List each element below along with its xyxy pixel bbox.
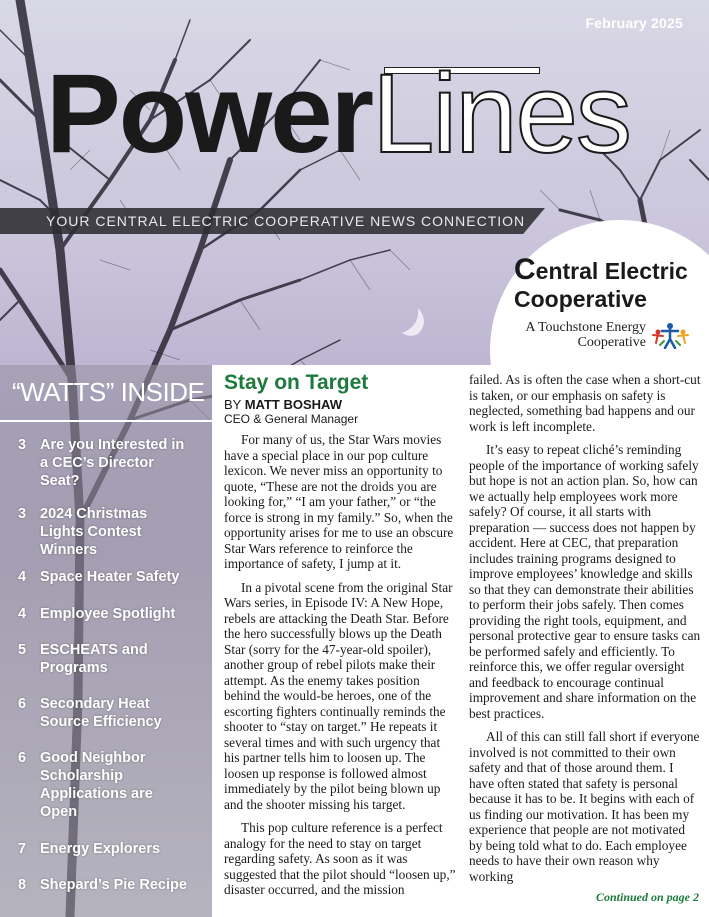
toc-item[interactable] (18, 568, 208, 586)
toc-page-number: 6 (18, 696, 27, 712)
cooperative-logo-name (514, 253, 688, 313)
byline-author: MATT BOSHAW (244, 397, 342, 412)
article-paragraph: In a pivotal scene from the original Star Wars series, in Episode IV: A New Hope, rebels are attacking the Death Star. Before the hero successfully blows up the Death Star (sorry for the 47-year-old spoiler), another group of rebel pilots make their attempt. As the enemy takes position behind the would-be heroes, one of the escorting fighters continually reminds the shooter to “stay on target.” He repeats it several times and with such urgency that his partner tells him to loosen up. The loosen up response is followed almost immediately by the pilot being blown up and the shooter missing his target. (224, 579, 453, 812)
toc-item[interactable] (18, 641, 208, 677)
toc-item[interactable] (18, 876, 208, 894)
logo-name-line2: Cooperative (514, 286, 647, 312)
article-headline: Stay on Target (224, 371, 369, 394)
logo-sub-line1: A Touchstone Energy (525, 320, 646, 335)
toc-title: ESCHEATS and Programs (40, 642, 148, 676)
toc-title: Energy Explorers (40, 841, 161, 857)
toc-item[interactable] (18, 840, 208, 858)
logo-name-line1: entral Electric (535, 258, 688, 284)
article-paragraph: It’s easy to repeat cliché’s reminding people of the importance of working safely but hope is not an action plan. So, how can we actually help employees work more safely? Of course, it all starts with preparation — success does not happen by accident. Here at CEC, that preparation includes training programs designed to improve employees’ knowledge and skills so that they can demonstrate their abilities to perform their jobs safely. Then comes providing the right tools, equipment, and personal protective gear to ensure tasks can be performed safely and efficiently. To reinforce this, we offer regular oversight and feedback to encourage continual improvement and share information on the best practices. (469, 442, 701, 721)
toc-item[interactable] (18, 749, 208, 821)
tagline: YOUR CENTRAL ELECTRIC COOPERATIVE NEWS CONNECTION (46, 213, 526, 229)
article-paragraph: For many of us, the Star Wars movies have a special place in our pop culture lexicon. We never miss an opportunity to quote, “These are not the droids you are looking for,” “I am your father,” or “the force is strong in my family.” So, when the opportunity arises for me to use an obscure Star Wars reference to reinforce the importance of safety, I jump at it. (224, 432, 454, 571)
sidebar-title: “WATTS” INSIDE (12, 377, 205, 407)
toc-item[interactable] (18, 505, 208, 559)
article-column-2 (469, 372, 701, 892)
toc-title: 2024 Christmas Lights Contest Winners (40, 506, 148, 558)
continued-on-link[interactable]: Continued on page 2 (595, 890, 699, 904)
sidebar-divider (0, 420, 212, 422)
toc-title: Secondary Heat Source Efficiency (40, 696, 162, 730)
issue-date: February 2025 (585, 15, 683, 31)
toc-page-number: 4 (18, 569, 27, 585)
toc-item[interactable] (18, 695, 208, 731)
toc-item[interactable] (18, 436, 208, 490)
toc-page-number: 7 (18, 841, 27, 857)
toc-title: Shepard’s Pie Recipe (40, 877, 187, 893)
toc-page-number: 5 (18, 642, 27, 658)
touchstone-people-icon (650, 321, 690, 349)
toc-title: Are you Interested in a CEC’s Director Seat? (40, 437, 185, 489)
toc-page-number: 4 (18, 606, 27, 622)
toc-item[interactable] (18, 605, 208, 623)
toc-page-number: 3 (18, 506, 27, 522)
logo-sub-line2: Cooperative (577, 335, 646, 350)
toc-page-number: 6 (18, 750, 27, 766)
toc-title: Employee Spotlight (40, 606, 176, 622)
byline-author-title: CEO & General Manager (224, 412, 359, 426)
article-paragraph: This pop culture reference is a perfect analogy for the need to stay on target regarding safety. As soon as it was suggested that the pilot should “loosen up,” disaster occurred, and the mission (224, 820, 456, 897)
toc-page-number: 3 (18, 437, 27, 453)
masthead-title (46, 51, 630, 176)
article-paragraph: failed. As is often the case when a short-cut is taken, or our emphasis on safety is neglected, something bad happens and our work is left incomplete. (469, 372, 701, 434)
toc-page-number: 8 (18, 877, 27, 893)
masthead-lines: Lines (372, 51, 630, 176)
masthead-power: Power (46, 51, 373, 176)
logo-first-letter: C (514, 253, 536, 286)
byline-prefix: BY (224, 397, 245, 412)
article-byline (224, 397, 358, 427)
article-paragraph: All of this can still fall short if everyone involved is not committed to their own safety and that of those around them. I have often stated that safety is personal because it has to be. It begins with each of us finding our motivation. It has been my experience that people are not motivated by being told what to do. Each employee needs to have their own reason why working (469, 729, 700, 884)
article-column-1 (224, 432, 456, 906)
touchstone-energy-tagline (518, 320, 646, 350)
toc-title: Good Neighbor Scholarship Applications are Open (40, 750, 153, 820)
toc-title: Space Heater Safety (40, 569, 180, 585)
